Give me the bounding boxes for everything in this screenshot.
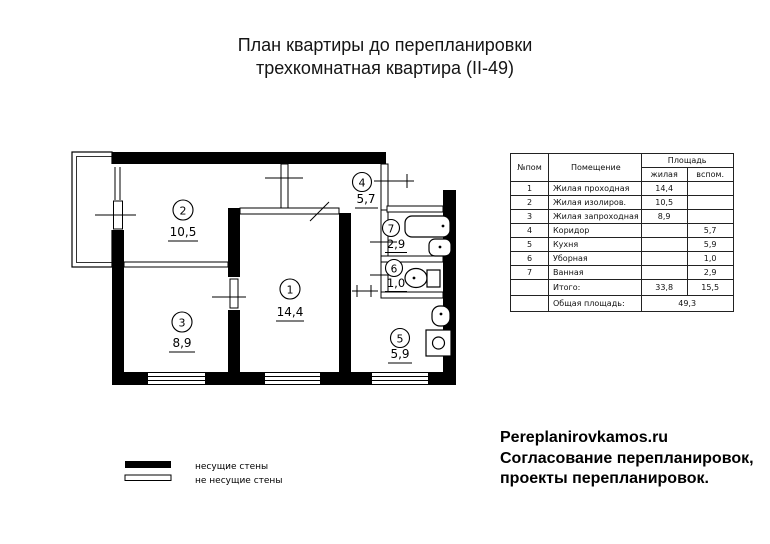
legend-non-load-bearing-swatch — [125, 475, 171, 481]
room-4-label — [353, 173, 379, 209]
table-row: 5 Кухня 5,9 — [511, 238, 734, 252]
footer-site: Pereplanirovkamos.ru — [500, 429, 669, 446]
svg-text:2,9: 2,9 — [386, 237, 406, 251]
svg-text:5: 5 — [396, 332, 404, 346]
table-row: 6 Уборная 1,0 — [511, 252, 734, 266]
door-room3 — [212, 277, 246, 310]
room-2-label — [168, 200, 198, 241]
footer-line-3: проекты перепланировок. — [500, 470, 709, 487]
svg-text:10,5: 10,5 — [169, 225, 197, 239]
table-row: 7 Ванная 2,9 — [511, 266, 734, 280]
col-header-aux: вспом. — [687, 168, 733, 182]
room-6-label — [385, 260, 407, 292]
svg-text:1: 1 — [286, 283, 294, 297]
col-header-room: Помещение — [549, 154, 642, 182]
svg-text:1,0: 1,0 — [386, 276, 406, 290]
room-3-label — [169, 312, 195, 352]
title-line-1: План квартиры до перепланировки — [237, 35, 533, 55]
svg-text:5,7: 5,7 — [356, 192, 376, 206]
legend-non-load-bearing-label: не несущие стены — [195, 476, 283, 486]
svg-text:7: 7 — [387, 223, 395, 236]
table-row: 3 Жилая запроходная 8,9 — [511, 210, 734, 224]
bath-sink-icon — [429, 239, 451, 256]
balcony — [72, 152, 112, 267]
svg-text:4: 4 — [358, 176, 366, 190]
table-header-row — [511, 154, 734, 168]
kitchen-sink-icon — [432, 306, 450, 326]
table-row: 4 Коридор 5,7 — [511, 224, 734, 238]
footer — [500, 428, 760, 490]
svg-text:3: 3 — [178, 316, 186, 330]
table-row: 2 Жилая изолиров. 10,5 — [511, 196, 734, 210]
table-overall-row: Общая площадь: 49,3 — [511, 296, 734, 312]
window-kitchen — [372, 373, 428, 384]
col-header-area: Площадь — [641, 154, 733, 168]
table-total-row: Итого: 33,8 15,5 — [511, 280, 734, 296]
svg-text:5,9: 5,9 — [390, 347, 410, 361]
toilet-icon — [405, 269, 440, 288]
svg-text:8,9: 8,9 — [172, 336, 192, 350]
window-room1 — [265, 373, 320, 384]
col-header-num: №пом — [511, 154, 549, 182]
col-header-living: жилая — [641, 168, 687, 182]
footer-line-2: Согласование перепланировок, — [500, 449, 754, 467]
balcony-window — [95, 164, 136, 230]
svg-text:2: 2 — [179, 204, 187, 218]
window-room3 — [148, 373, 205, 384]
title-line-2: трехкомнатная квартира (II-49) — [255, 58, 515, 78]
legend-load-bearing-label: несущие стены — [195, 462, 269, 472]
area-table — [510, 153, 734, 312]
table-row: 1 Жилая проходная 14,4 — [511, 182, 734, 196]
svg-text:6: 6 — [390, 263, 398, 276]
bathtub-icon — [405, 216, 450, 237]
room-5-label — [388, 329, 412, 364]
stove-icon — [426, 330, 451, 356]
legend-load-bearing-swatch — [125, 461, 171, 468]
legend — [125, 461, 282, 486]
svg-text:14,4: 14,4 — [276, 305, 304, 319]
room-1-label — [276, 279, 304, 321]
